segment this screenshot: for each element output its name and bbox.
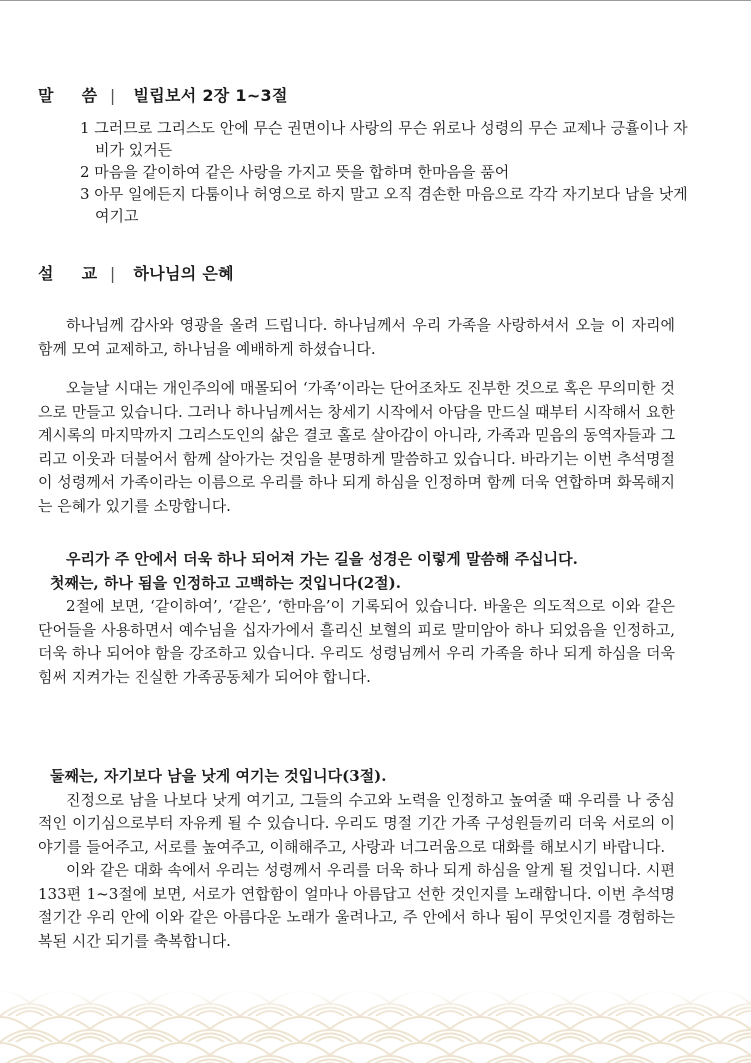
top-rule bbox=[0, 0, 751, 1]
sermon-points-block bbox=[38, 548, 675, 689]
sermon-context: 오늘날 시대는 개인주의에 매몰되어 ‘가족’이라는 단어조차도 진부한 것으로 혹은 무의미한 것으로 만들고 있습니다. 그러나 하나님께서는 창세기 시작에서 아담을 만드실 때부터 시작해서 요한계시록의 마지막까지 그리스도인의 삶은 결코 홀로 살아감이 아니라, 가족과 믿음의 동역자들과 그리고 이웃과 더불어서 함께 살아가는 것임을 분명하게 말씀하고 있습니다. 바라기는 이번 추석명절이 성령께서 가족이라는 이름으로 우리를 하나 되게 하심을 인정하며 함께 더욱 연합하며 화목해지는 은혜가 있기를 소망합니다. bbox=[38, 379, 675, 515]
point1-title: 첫째는, 하나 됨을 인정하고 고백하는 것입니다(2절). bbox=[50, 573, 401, 592]
point2-body: 진정으로 남을 나보다 낫게 여기고, 그들의 수고와 노력을 인정하고 높여줄 때 우리를 나 중심적인 이기심으로부터 자유케 될 수 있습니다. 우리도 명절 기간 가족 구성원들끼리 더욱 서로의 이야기를 들어주고, 서로를 높여주고, 이해해주고, 사랑과 너그러움으로 대화를 해보시기 바랍니다. bbox=[38, 790, 675, 856]
heading-separator: | bbox=[109, 264, 116, 283]
sermon-lead: 우리가 주 안에서 더욱 하나 되어져 가는 길을 성경은 이렇게 말씀해 주십니다. bbox=[66, 550, 578, 568]
sermon-intro-block bbox=[38, 314, 675, 361]
sermon-intro: 하나님께 감사와 영광을 올려 드립니다. 하나님께서 우리 가족을 사랑하셔서 오늘 이 자리에 함께 모여 교제하고, 하나님을 예배하게 하셨습니다. bbox=[38, 316, 675, 358]
sermon-context-block bbox=[38, 377, 675, 518]
scripture-verses bbox=[80, 117, 700, 227]
sermon-closing: 이와 같은 대화 속에서 우리는 성령께서 우리를 더욱 하나 되게 하심을 알게 될 것입니다. 시편 133편 1~3절에 보면, 서로가 연합함이 얼마나 아름답고 선한 것인지를 노래합니다. 이번 추석명절기간 우리 안에 이와 같은 아름다운 노래가 울려나고, 주 안에서 하나 됨이 무엇인지를 경험하는 복된 시간 되기를 축복합니다. bbox=[38, 861, 675, 950]
sermon-title: 하나님의 은혜 bbox=[133, 264, 234, 283]
point2-title: 둘째는, 자기보다 남을 낫게 여기는 것입니다(3절). bbox=[50, 767, 387, 785]
verse-2: 2 마음을 같이하여 같은 사랑을 가지고 뜻을 합하며 한마음을 품어 bbox=[80, 163, 510, 181]
point1-body: 2절에 보면, ‘같이하여’, ‘같은’, ‘한마음’이 기록되어 있습니다. 바울은 의도적으로 이와 같은 단어들을 사용하면서 예수님을 십자가에서 흘리신 보혈의 피로 말미암아 하나 되었음을 인정하고, 더욱 하나 되어야 함을 강조하고 있습니다. 우리도 성령님께서 우리 가족을 하나 되게 하심을 더욱 힘써 지켜가는 진실한 가족공동체가 되어야 합니다. bbox=[38, 597, 675, 686]
wave-pattern-decoration bbox=[0, 990, 751, 1063]
sermon-point2-block bbox=[38, 765, 675, 953]
verse-3: 3 아무 일에든지 다툼이나 허영으로 하지 말고 오직 겸손한 마음으로 각각 자기보다 남을 낫게 여기고 bbox=[80, 185, 688, 225]
scripture-title: 빌립보서 2장 1~3절 bbox=[133, 86, 288, 105]
scripture-label: 말 씀 bbox=[38, 86, 98, 105]
sermon-label: 설 교 bbox=[38, 264, 98, 283]
heading-separator: | bbox=[109, 86, 116, 105]
sermon-heading bbox=[38, 261, 234, 284]
verse-1: 1 그러므로 그리스도 안에 무슨 권면이나 사랑의 무슨 위로나 성령의 무슨 교제나 긍휼이나 자비가 있거든 bbox=[80, 119, 688, 159]
scripture-heading bbox=[38, 83, 288, 106]
